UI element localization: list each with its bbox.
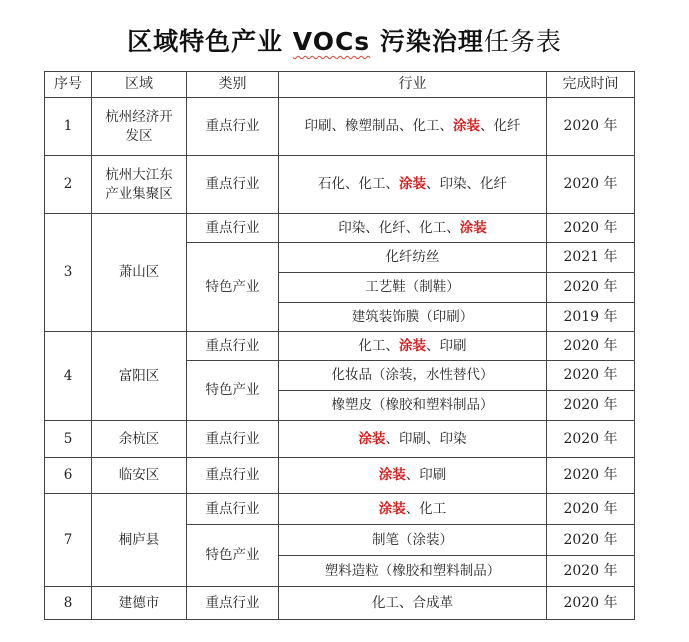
industry-cell <box>279 273 547 303</box>
completion-year: 2020 年 <box>547 273 635 303</box>
table-body <box>45 98 635 620</box>
title-part-4: 任务表 <box>483 27 562 56</box>
row-number: 4 <box>45 332 92 421</box>
voc-task-table <box>44 71 635 620</box>
row-number: 6 <box>45 458 92 494</box>
industry-cell <box>279 303 547 332</box>
region-name: 杭州经济开发区 <box>105 108 173 144</box>
industry-cell <box>279 458 547 494</box>
region-name: 余杭区 <box>118 430 160 447</box>
header-category: 类别 <box>187 72 279 98</box>
completion-year: 2020 年 <box>547 98 635 156</box>
completion-year: 2020 年 <box>547 214 635 243</box>
industry-text: 、印刷 <box>405 467 447 483</box>
row-number: 2 <box>45 156 92 214</box>
region-cell <box>92 458 187 494</box>
industry-cell <box>279 525 547 556</box>
industry-text: 印染、化纤、化工、 <box>338 219 460 236</box>
industry-text: 、印染、化纤 <box>426 176 507 192</box>
industry-cell <box>279 391 547 421</box>
table-row <box>45 494 635 525</box>
highlight-coating: 涂装 <box>399 176 426 192</box>
page-title <box>0 22 689 58</box>
region-name: 临安区 <box>118 467 160 483</box>
industry-cell <box>279 214 547 243</box>
highlight-coating: 涂装 <box>358 430 386 447</box>
highlight-coating: 涂装 <box>378 500 406 517</box>
region-cell <box>92 332 187 421</box>
industry-text: 、化纤 <box>480 118 521 134</box>
completion-year: 2020 年 <box>547 494 635 525</box>
industry-cell <box>279 332 547 361</box>
industry-cell <box>279 243 547 273</box>
category-cell: 特色产业 <box>187 243 279 332</box>
title-vocs: VOCs <box>292 27 371 56</box>
industry-cell <box>279 361 547 391</box>
header-industry: 行业 <box>279 72 547 98</box>
table-row <box>45 214 635 243</box>
industry-text: 建筑装饰膜（印刷） <box>351 308 474 325</box>
category-cell: 重点行业 <box>187 332 279 361</box>
region-cell <box>92 156 187 214</box>
industry-cell <box>279 421 547 458</box>
highlight-coating: 涂装 <box>399 337 426 354</box>
industry-cell <box>279 587 547 620</box>
region-name: 富阳区 <box>118 367 160 384</box>
row-number: 1 <box>45 98 92 156</box>
industry-text: 化妆品（涂装，水性替代） <box>331 367 494 383</box>
region-cell <box>92 214 187 332</box>
category-cell: 特色产业 <box>187 361 279 421</box>
category-cell: 重点行业 <box>187 587 279 620</box>
industry-cell <box>279 494 547 525</box>
completion-year: 2019 年 <box>547 303 635 332</box>
category-cell: 重点行业 <box>187 458 279 494</box>
table-row <box>45 587 635 620</box>
highlight-coating: 涂装 <box>459 219 487 236</box>
header-time: 完成时间 <box>547 72 635 98</box>
region-name: 桐庐县 <box>118 531 160 548</box>
header-no: 序号 <box>45 72 92 98</box>
industry-text: 制笔（涂装） <box>372 531 453 548</box>
highlight-coating: 涂装 <box>453 118 480 134</box>
industry-text: 化工、 <box>358 337 399 354</box>
completion-year: 2020 年 <box>547 556 635 587</box>
table-row <box>45 458 635 494</box>
category-cell: 重点行业 <box>187 156 279 214</box>
header-region: 区域 <box>92 72 187 98</box>
row-number: 8 <box>45 587 92 620</box>
industry-text: 橡塑皮（橡胶和塑料制品） <box>331 397 494 413</box>
table-row <box>45 98 635 156</box>
region-cell <box>92 98 187 156</box>
completion-year: 2021 年 <box>547 243 635 273</box>
category-cell: 重点行业 <box>187 494 279 525</box>
title-part-1: 区域特色产业 <box>127 27 293 56</box>
industry-cell <box>279 156 547 214</box>
industry-text: 化工、合成革 <box>372 594 453 611</box>
table-row <box>45 332 635 361</box>
completion-year: 2020 年 <box>547 587 635 620</box>
category-cell: 重点行业 <box>187 214 279 243</box>
industry-text: 、化工 <box>405 500 447 517</box>
region-name: 杭州大江东产业集聚区 <box>105 166 173 202</box>
completion-year: 2020 年 <box>547 361 635 391</box>
row-number: 3 <box>45 214 92 332</box>
industry-text: 工艺鞋（制鞋） <box>365 279 460 295</box>
highlight-coating: 涂装 <box>378 467 406 483</box>
category-cell: 特色产业 <box>187 525 279 587</box>
table-row <box>45 421 635 458</box>
completion-year: 2020 年 <box>547 332 635 361</box>
industry-cell <box>279 556 547 587</box>
row-number: 7 <box>45 494 92 587</box>
completion-year: 2020 年 <box>547 421 635 458</box>
category-cell: 重点行业 <box>187 421 279 458</box>
region-name: 建德市 <box>118 594 160 611</box>
table-row <box>45 156 635 214</box>
category-cell: 重点行业 <box>187 98 279 156</box>
industry-text: 塑料造粒（橡胶和塑料制品） <box>324 562 501 579</box>
row-number: 5 <box>45 421 92 458</box>
region-cell <box>92 494 187 587</box>
industry-cell <box>279 98 547 156</box>
industry-text: 、印刷、印染 <box>385 430 467 447</box>
region-name: 萧山区 <box>118 264 160 280</box>
title-part-3: 污染治理 <box>370 27 484 56</box>
industry-text: 印刷、橡塑制品、化工、 <box>304 118 453 134</box>
completion-year: 2020 年 <box>547 391 635 421</box>
industry-text: 化纤纺丝 <box>385 249 440 265</box>
industry-text: 、印刷 <box>426 337 467 354</box>
table-header-row <box>45 72 635 98</box>
completion-year: 2020 年 <box>547 458 635 494</box>
completion-year: 2020 年 <box>547 156 635 214</box>
region-cell <box>92 421 187 458</box>
industry-text: 石化、化工、 <box>318 176 399 192</box>
completion-year: 2020 年 <box>547 525 635 556</box>
region-cell <box>92 587 187 620</box>
